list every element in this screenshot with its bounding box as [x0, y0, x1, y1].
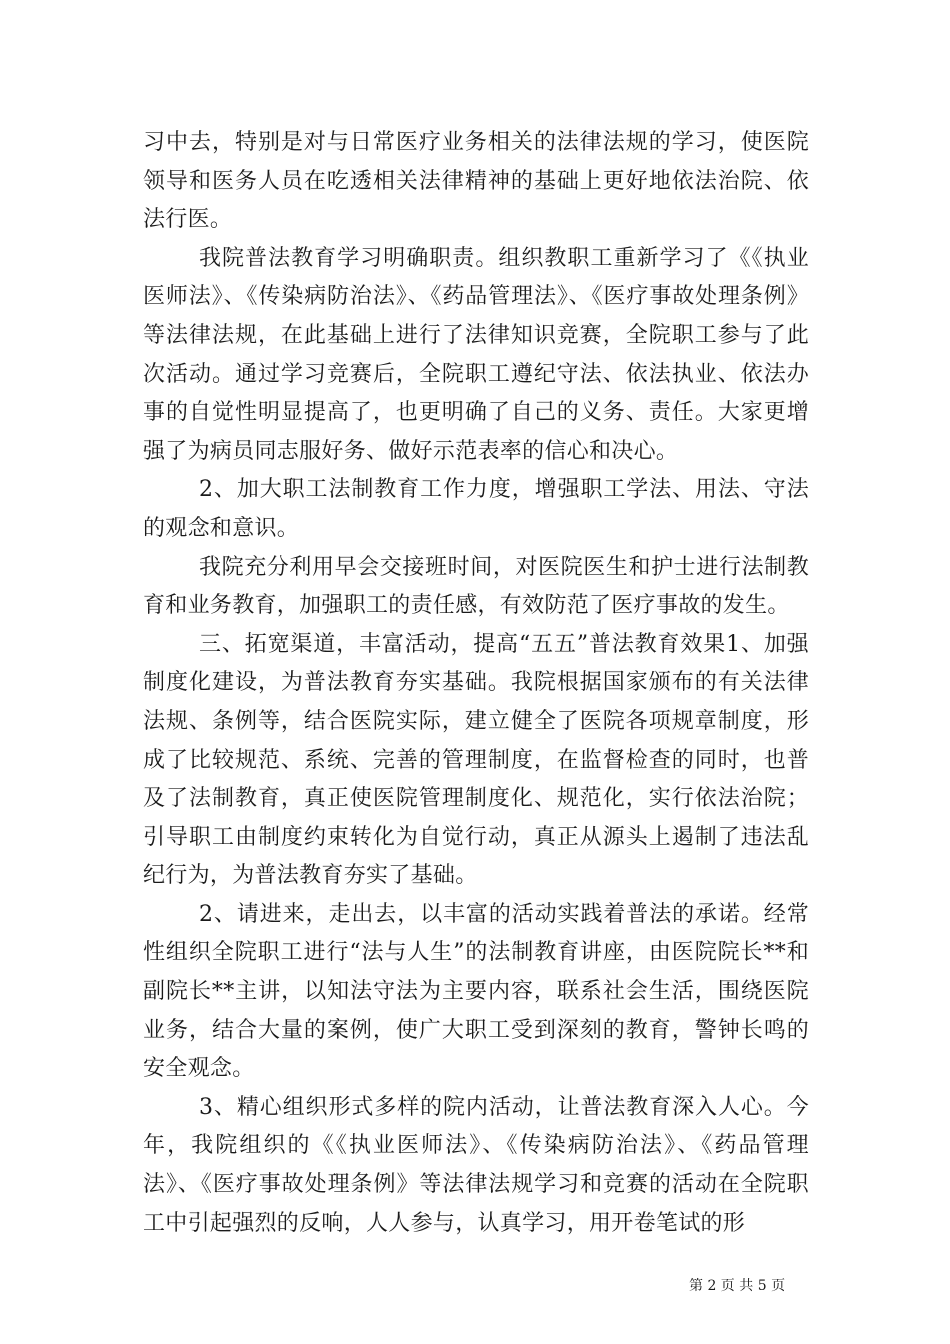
paragraph-5: 三、拓宽渠道，丰富活动，提高“五五”普法教育效果1、加强制度化建设，为普法教育夯实基础。我院根据国家颁布的有关法律法规、条例等，结合医院实际，建立健全了医院各项规章制度，形成了比较规范、系统、完善的管理制度，在监督检查的同时，也普及了法制教育，真正使医院管理制度化、规范化，实行依法治院；引导职工由制度约束转化为自觉行动，真正从源头上遏制了违法乱纪行为，为普法教育夯实了基础。 — [143, 631, 809, 889]
paragraph-6: 2、请进来，走出去，以丰富的活动实践着普法的承诺。经常性组织全院职工进行“法与人生”的法制教育讲座，由医院院长**和副院长**主讲，以知法守法为主要内容，联系社会生活，围绕医院业务，结合大量的案例，使广大职工受到深刻的教育，警钟长鸣的安全观念。 — [143, 901, 809, 1082]
page-number-footer: 第 2 页 共 5 页 — [689, 1278, 786, 1294]
paragraph-4: 我院充分利用早会交接班时间，对医院医生和护士进行法制教育和业务教育，加强职工的责任感，有效防范了医疗事故的发生。 — [143, 554, 809, 619]
paragraph-1: 习中去，特别是对与日常医疗业务相关的法律法规的学习，使医院领导和医务人员在吃透相关法律精神的基础上更好地依法治院、依法行医。 — [143, 130, 809, 233]
document-body — [143, 124, 809, 1243]
paragraph-7: 3、精心组织形式多样的院内活动，让普法教育深入人心。今年，我院组织的《《执业医师法》、《传染病防治法》、《药品管理法》、《医疗事故处理条例》等法律法规学习和竞赛的活动在全院职工中引起强烈的反响，人人参与，认真学习，用开卷笔试的形 — [143, 1094, 809, 1236]
paragraph-2: 我院普法教育学习明确职责。组织教职工重新学习了《《执业医师法》、《传染病防治法》、《药品管理法》、《医疗事故处理条例》等法律法规，在此基础上进行了法律知识竞赛，全院职工参与了此次活动。通过学习竞赛后，全院职工遵纪守法、依法执业、依法办事的自觉性明显提高了，也更明确了自己的义务、责任。大家更增强了为病员同志服好务、做好示范表率的信心和决心。 — [143, 245, 809, 464]
paragraph-3: 2、加大职工法制教育工作力度，增强职工学法、用法、守法的观念和意识。 — [143, 477, 809, 541]
